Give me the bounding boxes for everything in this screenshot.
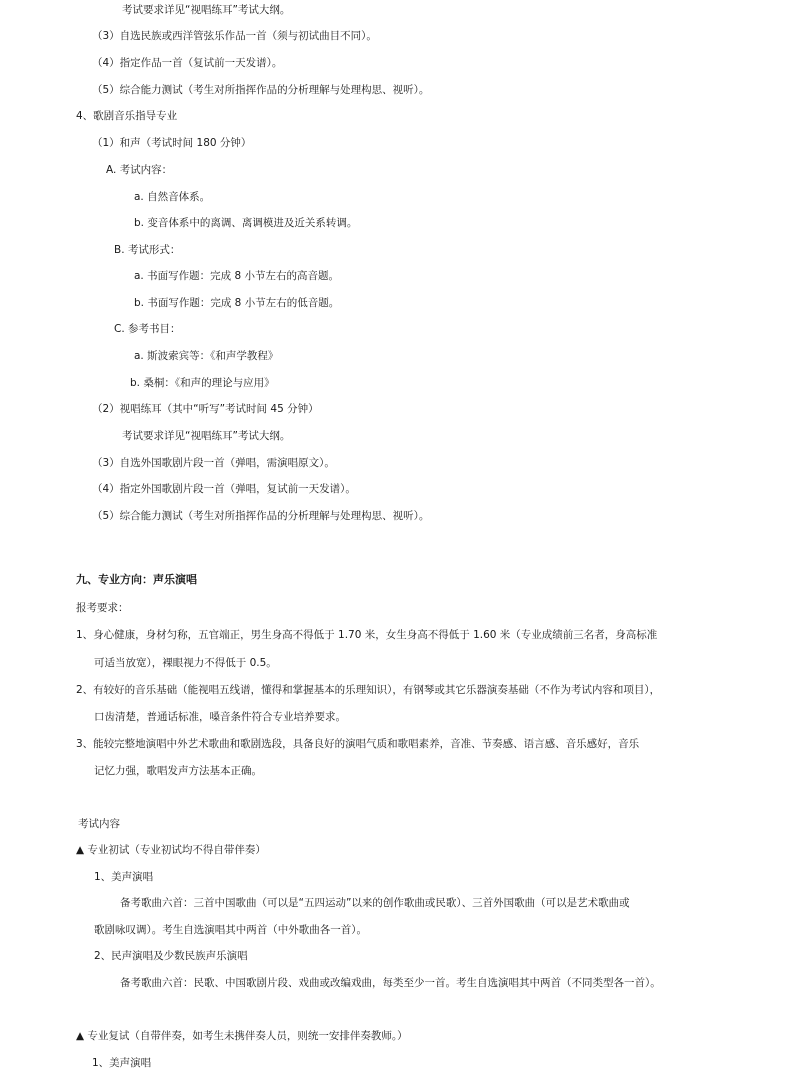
paragraph-line: 备考歌曲六首：民歌、中国歌剧片段、戏曲或改编戏曲，每类至少一首。考生自选演唱其中两首（不同类型各一首）。 bbox=[120, 977, 661, 989]
subheading: 1、美声演唱 bbox=[94, 871, 154, 883]
list-item: （3）自选民族或西洋管弦乐作品一首（须与初试曲目不同）。 bbox=[92, 30, 377, 42]
section-title: 九、专业方向：声乐演唱 bbox=[76, 573, 197, 586]
requirement-line: 记忆力强，歌唱发声方法基本正确。 bbox=[94, 765, 262, 777]
section-heading: 4、歌剧音乐指导专业 bbox=[76, 110, 178, 122]
subheading: 2、民声演唱及少数民族声乐演唱 bbox=[94, 950, 248, 962]
list-item: （5）综合能力测试（考生对所指挥作品的分析理解与处理构思、视听）。 bbox=[92, 510, 430, 522]
list-item: a. 斯波索宾等：《和声学教程》 bbox=[134, 350, 279, 362]
list-item: （1）和声（考试时间 180 分钟） bbox=[92, 137, 252, 149]
paragraph-label: 报考要求： bbox=[76, 602, 129, 614]
requirement-line: 1、身心健康，身材匀称，五官端正，男生身高不得低于 1.70 米，女生身高不得低于 1.60 米（专业成绩前三名者，身高标准 bbox=[76, 629, 658, 641]
list-item: b. 书面写作题：完成 8 小节左右的低音题。 bbox=[134, 297, 340, 309]
requirement-line: 口齿清楚，普通话标准，嗓音条件符合专业培养要求。 bbox=[94, 711, 346, 723]
list-item: b. 变音体系中的离调、离调模进及近关系转调。 bbox=[134, 217, 358, 229]
paragraph-line: 备考歌曲六首：三首中国歌曲（可以是“五四运动”以来的创作歌曲或民歌）、三首外国歌曲（可以是艺术歌曲或 bbox=[120, 897, 630, 909]
paragraph-line: 歌剧咏叹调）。考生自选演唱其中两首（中外歌曲各一首）。 bbox=[94, 924, 367, 936]
list-item: （4）指定作品一首（复试前一天发谱）。 bbox=[92, 57, 283, 69]
exam-stage-heading: ▲ 专业初试（专业初试均不得自带伴奏） bbox=[76, 844, 266, 856]
requirement-line: 可适当放宽），裸眼视力不得低于 0.5。 bbox=[94, 657, 277, 669]
list-item: （3）自选外国歌剧片段一首（弹唱，需演唱原文）。 bbox=[92, 457, 335, 469]
list-item: （4）指定外国歌剧片段一首（弹唱，复试前一天发谱）。 bbox=[92, 483, 356, 495]
exam-note-line: 考试要求详见“视唱练耳”考试大纲。 bbox=[122, 430, 291, 442]
exam-note-line: 考试要求详见“视唱练耳”考试大纲。 bbox=[122, 4, 291, 16]
list-item: a. 自然音体系。 bbox=[134, 191, 211, 203]
subheading: C. 参考书目： bbox=[114, 323, 181, 335]
list-item: （2）视唱练耳（其中“听写”考试时间 45 分钟） bbox=[92, 403, 319, 415]
subheading: B. 考试形式： bbox=[114, 244, 181, 256]
list-item: （5）综合能力测试（考生对所指挥作品的分析理解与处理构思、视听）。 bbox=[92, 84, 430, 96]
subheading: A. 考试内容： bbox=[106, 164, 173, 176]
subheading: 1、美声演唱 bbox=[92, 1057, 152, 1069]
list-item: b. 桑桐：《和声的理论与应用》 bbox=[130, 377, 275, 389]
paragraph-label: 考试内容 bbox=[78, 818, 120, 830]
exam-stage-heading: ▲ 专业复试（自带伴奏，如考生未携伴奏人员，则统一安排伴奏教师。） bbox=[76, 1030, 408, 1042]
requirement-line: 3、能较完整地演唱中外艺术歌曲和歌剧选段，具备良好的演唱气质和歌唱素养，音准、节奏感、语言感、音乐感好，音乐 bbox=[76, 738, 640, 750]
requirement-line: 2、有较好的音乐基础（能视唱五线谱，懂得和掌握基本的乐理知识），有钢琴或其它乐器演奏基础（不作为考试内容和项目）， bbox=[76, 684, 661, 696]
list-item: a. 书面写作题：完成 8 小节左右的高音题。 bbox=[134, 270, 339, 282]
